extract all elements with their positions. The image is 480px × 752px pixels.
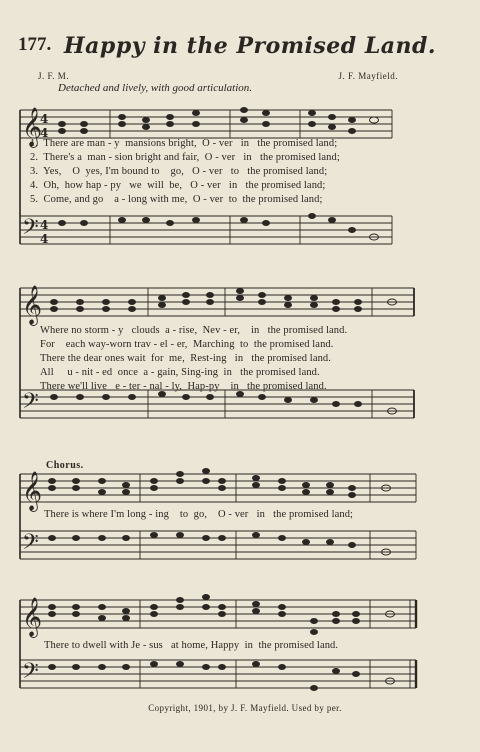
verse-line: All u - nit - ed once a - gain, Sing-ing in the promised land. — [40, 367, 320, 378]
verse-line: 4. Oh, how hap - py we will be, O - ver in the promised land; — [30, 180, 326, 191]
treble-clef-icon: 𝄞 — [22, 597, 43, 637]
treble-staff — [20, 110, 392, 244]
bass-clef-icon: 𝄢 — [22, 659, 39, 689]
verse-line: 3. Yes, O yes, I'm bound to go, O - ver to the promised land; — [30, 166, 328, 177]
hymn-title: Happy in the Promised Land. — [63, 33, 437, 59]
treble-clef-icon: 𝄞 — [22, 471, 43, 511]
verse-line: Where no storm - y clouds a - rise, Nev - er, in the promised land. — [40, 325, 348, 336]
bass-staff — [20, 531, 416, 559]
bass-staff — [20, 216, 392, 244]
svg-text:4: 4 — [40, 232, 49, 246]
svg-text:4: 4 — [40, 218, 49, 232]
chorus-line: There to dwell with Je - sus at home, Happy in the promised land. — [44, 640, 339, 651]
chorus-line: There is where I'm long - ing to go, O - ver in the promised land; — [44, 509, 354, 520]
words-credit: J. F. M. — [38, 71, 70, 81]
treble-clef-icon: 𝄞 — [22, 107, 43, 147]
time-signature — [40, 112, 48, 246]
bass-clef-icon: 𝄢 — [22, 389, 39, 419]
chorus-label: Chorus. — [46, 460, 84, 471]
svg-text:4: 4 — [40, 112, 49, 126]
hymn-number: 177. — [18, 34, 52, 55]
bass-clef-icon: 𝄢 — [22, 530, 39, 560]
music-credit: J. F. Mayfield. — [338, 71, 398, 81]
verse-line: There we'll live e - ter - nal - ly, Hap-py in the promised land. — [40, 381, 327, 392]
verse-line: For each way-worn trav - el - er, Marching to the promised land. — [40, 339, 334, 350]
verse-line: 1. There are man - y mansions bright, O - ver in the promised land; — [30, 138, 338, 149]
verse-line: 5. Come, and go a - long with me, O - ver to the promised land; — [30, 194, 323, 205]
verse-line: 2. There's a man - sion bright and fair, O - ver in the promised land; — [30, 152, 340, 163]
verse-line: There the dear ones wait for me, Rest-ing in the promised land. — [40, 353, 332, 364]
copyright-notice: Copyright, 1901, by J. F. Mayfield. Used by per. — [148, 703, 342, 713]
tempo-marking: Detached and lively, with good articulation. — [58, 82, 252, 94]
bass-clef-icon: 𝄢 — [22, 215, 39, 245]
treble-clef-icon: 𝄞 — [22, 285, 43, 325]
svg-text:4: 4 — [40, 126, 49, 140]
note-heads — [50, 288, 397, 414]
